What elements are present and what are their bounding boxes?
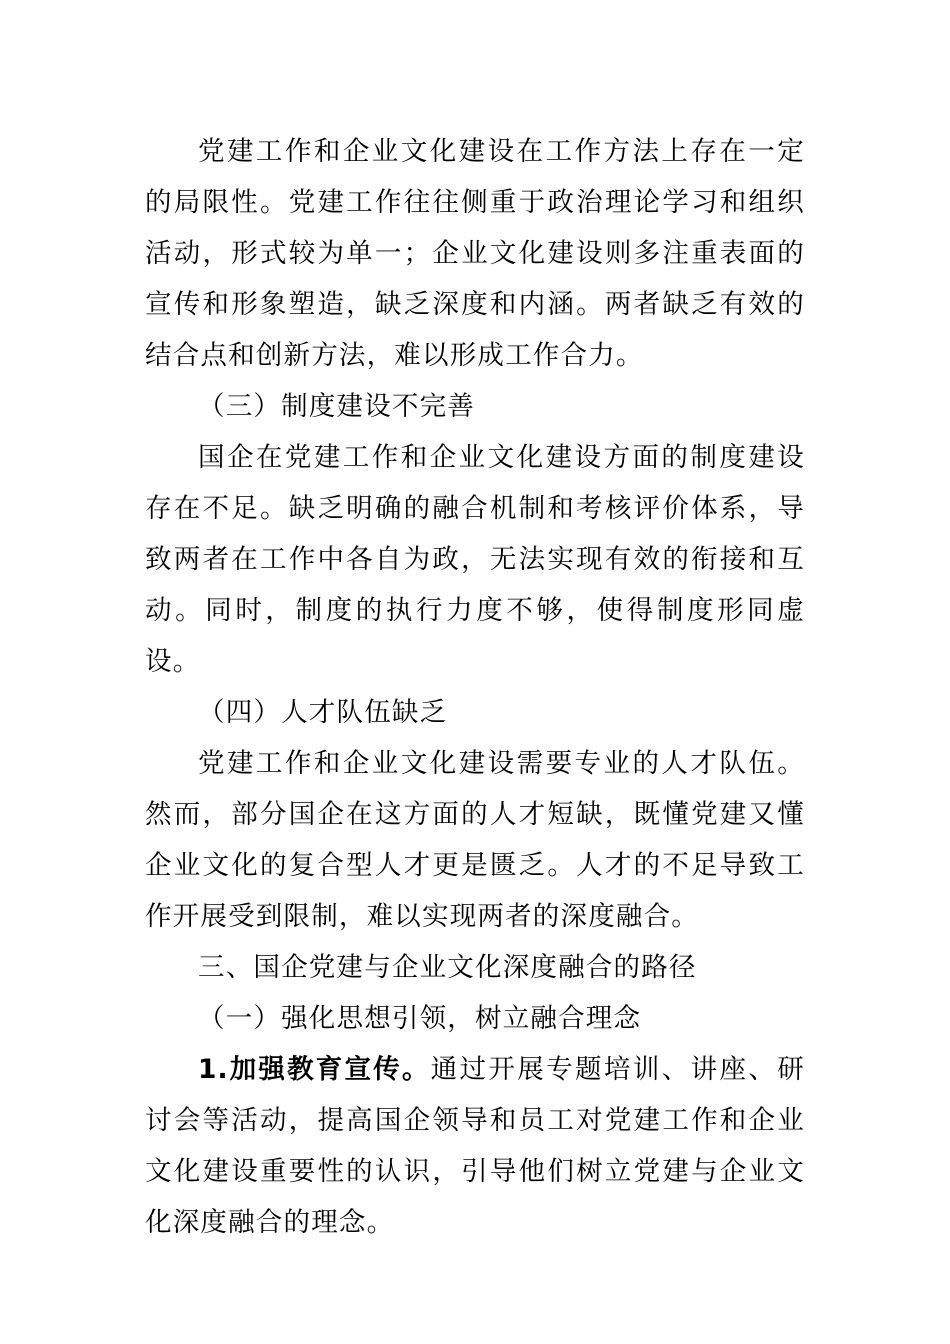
paragraph-education-publicity <box>145 1044 805 1248</box>
subheading-system-construction: （三）制度建设不完善 <box>198 391 475 422</box>
paragraph-lead-text: 1.加强教育宣传。 <box>198 1054 431 1085</box>
document-page <box>145 126 805 1248</box>
subheading-ideological-guidance: （一）强化思想引领，树立融合理念 <box>198 1003 642 1034</box>
section-heading-integration-path: 三、国企党建与企业文化深度融合的路径 <box>198 952 697 983</box>
paragraph-system-construction: 国企在党建工作和企业文化建设方面的制度建设存在不足。缺乏明确的融合机制和考核评价体系，导致两者在工作中各自为政，无法实现有效的衔接和互动。同时，制度的执行力度不够，使得制度形同虚设。 <box>145 442 805 677</box>
paragraph-talent-team: 党建工作和企业文化建设需要专业的人才队伍。然而，部分国企在这方面的人才短缺，既懂党建又懂企业文化的复合型人才更是匮乏。人才的不足导致工作开展受到限制，难以实现两者的深度融合。 <box>145 748 805 932</box>
paragraph-body-text: 通过开展专题培训、讲座、研讨会等活动，提高国企领导和员工对党建工作和企业文化建设重要性的认识，引导他们树立党建与企业文化深度融合的理念。 <box>145 1054 805 1238</box>
paragraph-work-methods: 党建工作和企业文化建设在工作方法上存在一定的局限性。党建工作往往侧重于政治理论学习和组织活动，形式较为单一；企业文化建设则多注重表面的宣传和形象塑造，缺乏深度和内涵。两者缺乏有效的结合点和创新方法，难以形成工作合力。 <box>145 136 805 371</box>
subheading-talent-team: （四）人才队伍缺乏 <box>198 697 448 728</box>
